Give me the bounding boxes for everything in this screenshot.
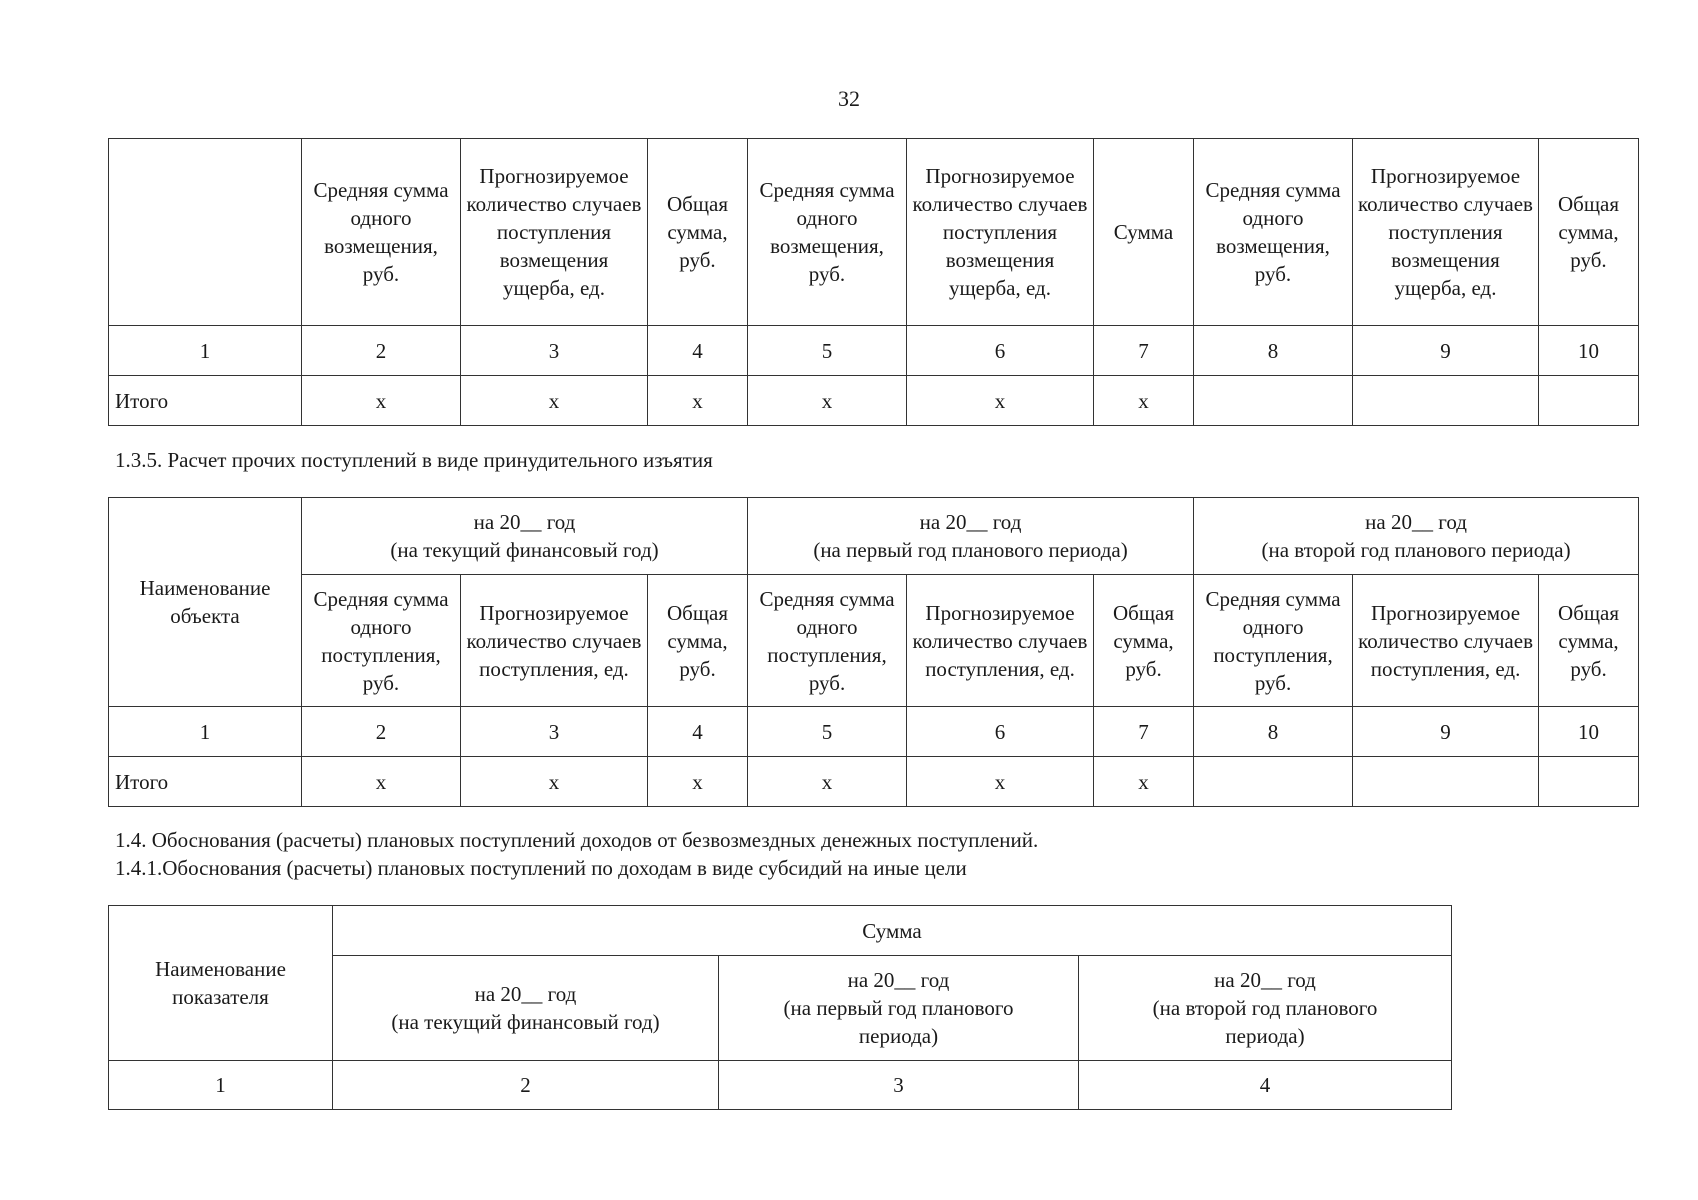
total-cell: х: [748, 376, 907, 426]
column-number: 1: [109, 1061, 333, 1110]
total-label: Итого: [109, 757, 302, 807]
year-period: (на первый год планового периода): [783, 996, 1014, 1048]
column-number: 3: [461, 326, 648, 376]
column-number: 10: [1539, 326, 1639, 376]
total-cell: х: [461, 376, 648, 426]
header-cell: Прогнозируемое количество случаев поступления, ед.: [907, 575, 1094, 707]
total-cell: х: [648, 757, 748, 807]
total-cell: х: [907, 376, 1094, 426]
year-label: на 20__ год: [1214, 968, 1316, 992]
column-number: 2: [333, 1061, 719, 1110]
column-number: 9: [1353, 707, 1539, 757]
header-cell: Прогнозируемое количество случаев поступления возмещения ущерба, ед.: [1353, 139, 1539, 326]
year-period: (на текущий финансовый год): [391, 1010, 660, 1034]
header-cell: Прогнозируемое количество случаев поступления, ед.: [1353, 575, 1539, 707]
column-number-row: [109, 326, 1639, 376]
total-cell: [1539, 376, 1639, 426]
column-number: 4: [1079, 1061, 1452, 1110]
total-cell: х: [1094, 376, 1194, 426]
subsidy-table: [108, 905, 1452, 1110]
year-header-first-plan: [748, 498, 1194, 575]
sub-header-row: [109, 575, 1639, 707]
column-number-row: [109, 707, 1639, 757]
year-header-first-plan: [719, 956, 1079, 1061]
header-cell: Общая сумма, руб.: [1539, 575, 1639, 707]
header-cell: [109, 139, 302, 326]
section-heading-1-3-5: 1.3.5. Расчет прочих поступлений в виде принудительного изъятия: [115, 448, 713, 472]
year-period: (на текущий финансовый год): [390, 538, 659, 562]
header-cell: Прогнозируемое количество случаев поступления, ед.: [461, 575, 648, 707]
total-row: [109, 376, 1639, 426]
column-number-row: [109, 1061, 1452, 1110]
year-period: (на второй год планового периода): [1152, 996, 1378, 1048]
column-number: 7: [1094, 326, 1194, 376]
year-header-second-plan: [1079, 956, 1452, 1061]
column-number: 9: [1353, 326, 1539, 376]
sum-header-row: [109, 906, 1452, 956]
year-label: на 20__ год: [1365, 510, 1467, 534]
header-cell: Средняя сумма одного возмещения, руб.: [748, 139, 907, 326]
year-label: на 20__ год: [474, 982, 577, 1006]
total-label: Итого: [109, 376, 302, 426]
header-cell: Средняя сумма одного поступления, руб.: [302, 575, 461, 707]
section-heading-1-4: 1.4. Обоснования (расчеты) плановых поступлений доходов от безвозмездных денежных поступлений.: [115, 828, 1039, 852]
column-number: 5: [748, 326, 907, 376]
total-cell: [1539, 757, 1639, 807]
total-cell: х: [648, 376, 748, 426]
year-label: на 20__ год: [847, 968, 950, 992]
column-number: 10: [1539, 707, 1639, 757]
total-cell: х: [302, 376, 461, 426]
header-cell: Общая сумма, руб.: [648, 575, 748, 707]
total-cell: х: [907, 757, 1094, 807]
year-label: на 20__ год: [919, 510, 1022, 534]
column-number: 2: [302, 326, 461, 376]
forced-seizure-table: [108, 497, 1639, 807]
total-cell: [1194, 757, 1353, 807]
year-period: (на второй год планового периода): [1261, 538, 1571, 562]
column-number: 6: [907, 707, 1094, 757]
total-cell: х: [748, 757, 907, 807]
damage-compensation-table: [108, 138, 1639, 426]
indicator-name-header: Наименование показателя: [109, 906, 333, 1061]
header-cell: Общая сумма, руб.: [648, 139, 748, 326]
sum-header: Сумма: [333, 906, 1452, 956]
page-number: 32: [838, 86, 860, 111]
year-label: на 20__ год: [473, 510, 576, 534]
column-number: 4: [648, 707, 748, 757]
column-number: 3: [461, 707, 648, 757]
year-header-second-plan: [1194, 498, 1639, 575]
header-cell: Средняя сумма одного поступления, руб.: [1194, 575, 1353, 707]
section-heading-1-4-1: 1.4.1.Обоснования (расчеты) плановых поступлений по доходам в виде субсидий на иные цели: [115, 856, 967, 880]
total-cell: [1353, 757, 1539, 807]
total-cell: х: [1094, 757, 1194, 807]
object-name-header: Наименование объекта: [109, 498, 302, 707]
column-number: 6: [907, 326, 1094, 376]
year-header-current: [302, 498, 748, 575]
column-number: 7: [1094, 707, 1194, 757]
header-cell: Общая сумма, руб.: [1539, 139, 1639, 326]
header-cell: Прогнозируемое количество случаев поступления возмещения ущерба, ед.: [461, 139, 648, 326]
header-cell: Средняя сумма одного поступления, руб.: [748, 575, 907, 707]
year-period: (на первый год планового периода): [813, 538, 1128, 562]
header-cell: Средняя сумма одного возмещения, руб.: [1194, 139, 1353, 326]
total-cell: [1194, 376, 1353, 426]
total-cell: [1353, 376, 1539, 426]
total-cell: х: [461, 757, 648, 807]
header-cell: Средняя сумма одного возмещения, руб.: [302, 139, 461, 326]
total-row: [109, 757, 1639, 807]
column-number: 2: [302, 707, 461, 757]
header-cell: Общая сумма, руб.: [1094, 575, 1194, 707]
table-header-row: [109, 139, 1639, 326]
header-cell: Сумма: [1094, 139, 1194, 326]
column-number: 5: [748, 707, 907, 757]
header-cell: Прогнозируемое количество случаев поступления возмещения ущерба, ед.: [907, 139, 1094, 326]
year-header-current: [333, 956, 719, 1061]
column-number: 8: [1194, 707, 1353, 757]
column-number: 1: [109, 326, 302, 376]
year-header-row: [109, 498, 1639, 575]
column-number: 8: [1194, 326, 1353, 376]
total-cell: х: [302, 757, 461, 807]
column-number: 1: [109, 707, 302, 757]
column-number: 4: [648, 326, 748, 376]
column-number: 3: [719, 1061, 1079, 1110]
